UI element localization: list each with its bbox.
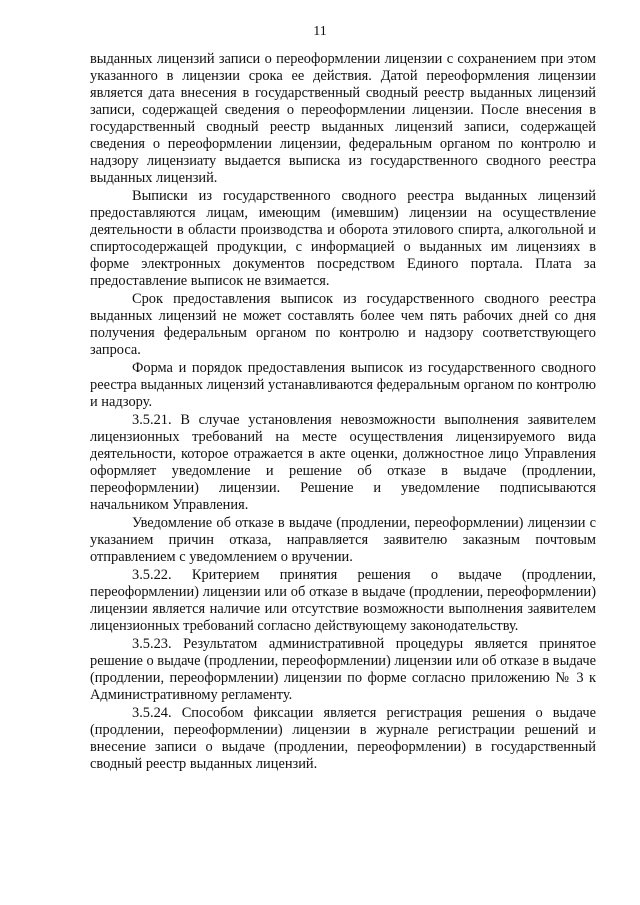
paragraph-extracts-term: Срок предоставления выписок из государственного сводного реестра выданных лицензий не может составлять более чем пять рабочих дней со дня получения федеральным органом по контролю и надзору соответствующего запроса. [90,291,596,358]
document-body [90,51,596,774]
paragraph-extracts-form: Форма и порядок предоставления выписок из государственного сводного реестра выданных лицензий устанавливаются федеральным органом по контролю и надзору. [90,360,596,410]
paragraph-refusal-notice: Уведомление об отказе в выдаче (продлении, переоформлении) лицензии с указанием причин отказа, направляется заявителю заказным почтовым отправлением с уведомлением о вручении. [90,515,596,565]
paragraph-3-5-22: 3.5.22. Критерием принятия решения о выдаче (продлении, переоформлении) лицензии или об отказе в выдаче (продлении, переоформлении) лицензии является наличие или отсутствие возможности выполнения заявителем лицензионных требований согласно действующему законодательству. [90,567,596,634]
paragraph-3-5-23: 3.5.23. Результатом административной процедуры является принятое решение о выдаче (продлении, переоформлении) лицензии или об отказе в выдаче (продлении, переоформлении) лицензии по форме согласно приложению № 3 к Административному регламенту. [90,636,596,703]
paragraph-continuation: выданных лицензий записи о переоформлении лицензии с сохранением при этом указанного в лицензии срока ее действия. Датой переоформления лицензии является дата внесения в государственный сводный реестр выданных лицензий записи, содержащей сведения о переоформлении лицензии. После внесения в государственный сводный реестр выданных лицензий записи, содержащей сведения о переоформлении лицензии, федеральным органом по контролю и надзору лицензиату выдается выписка из государственного сводного реестра выданных лицензий. [90,51,596,186]
page-number: 11 [313,24,327,39]
paragraph-3-5-21: 3.5.21. В случае установления невозможности выполнения заявителем лицензионных требований на месте осуществления лицензируемого вида деятельности, которое отражается в акте оценки, должностное лицо Управления оформляет уведомление и решение об отказе в выдаче (продлении, переоформлении) лицензии. Решение и уведомление подписываются начальником Управления. [90,412,596,513]
paragraph-3-5-24: 3.5.24. Способом фиксации является регистрация решения о выдаче (продлении, переоформлении) лицензии в журнале регистрации решений и внесение записи о выдаче (продлении, переоформлении) в государственный сводный реестр выданных лицензий. [90,705,596,772]
paragraph-extracts-provision: Выписки из государственного сводного реестра выданных лицензий предоставляются лицам, имеющим (имевшим) лицензии на осуществление деятельности в области производства и оборота этилового спирта, алкогольной и спиртосодержащей продукции, с информацией о выданных им лицензиях в форме электронных документов посредством Единого портала. Плата за предоставление выписок не взимается. [90,188,596,289]
